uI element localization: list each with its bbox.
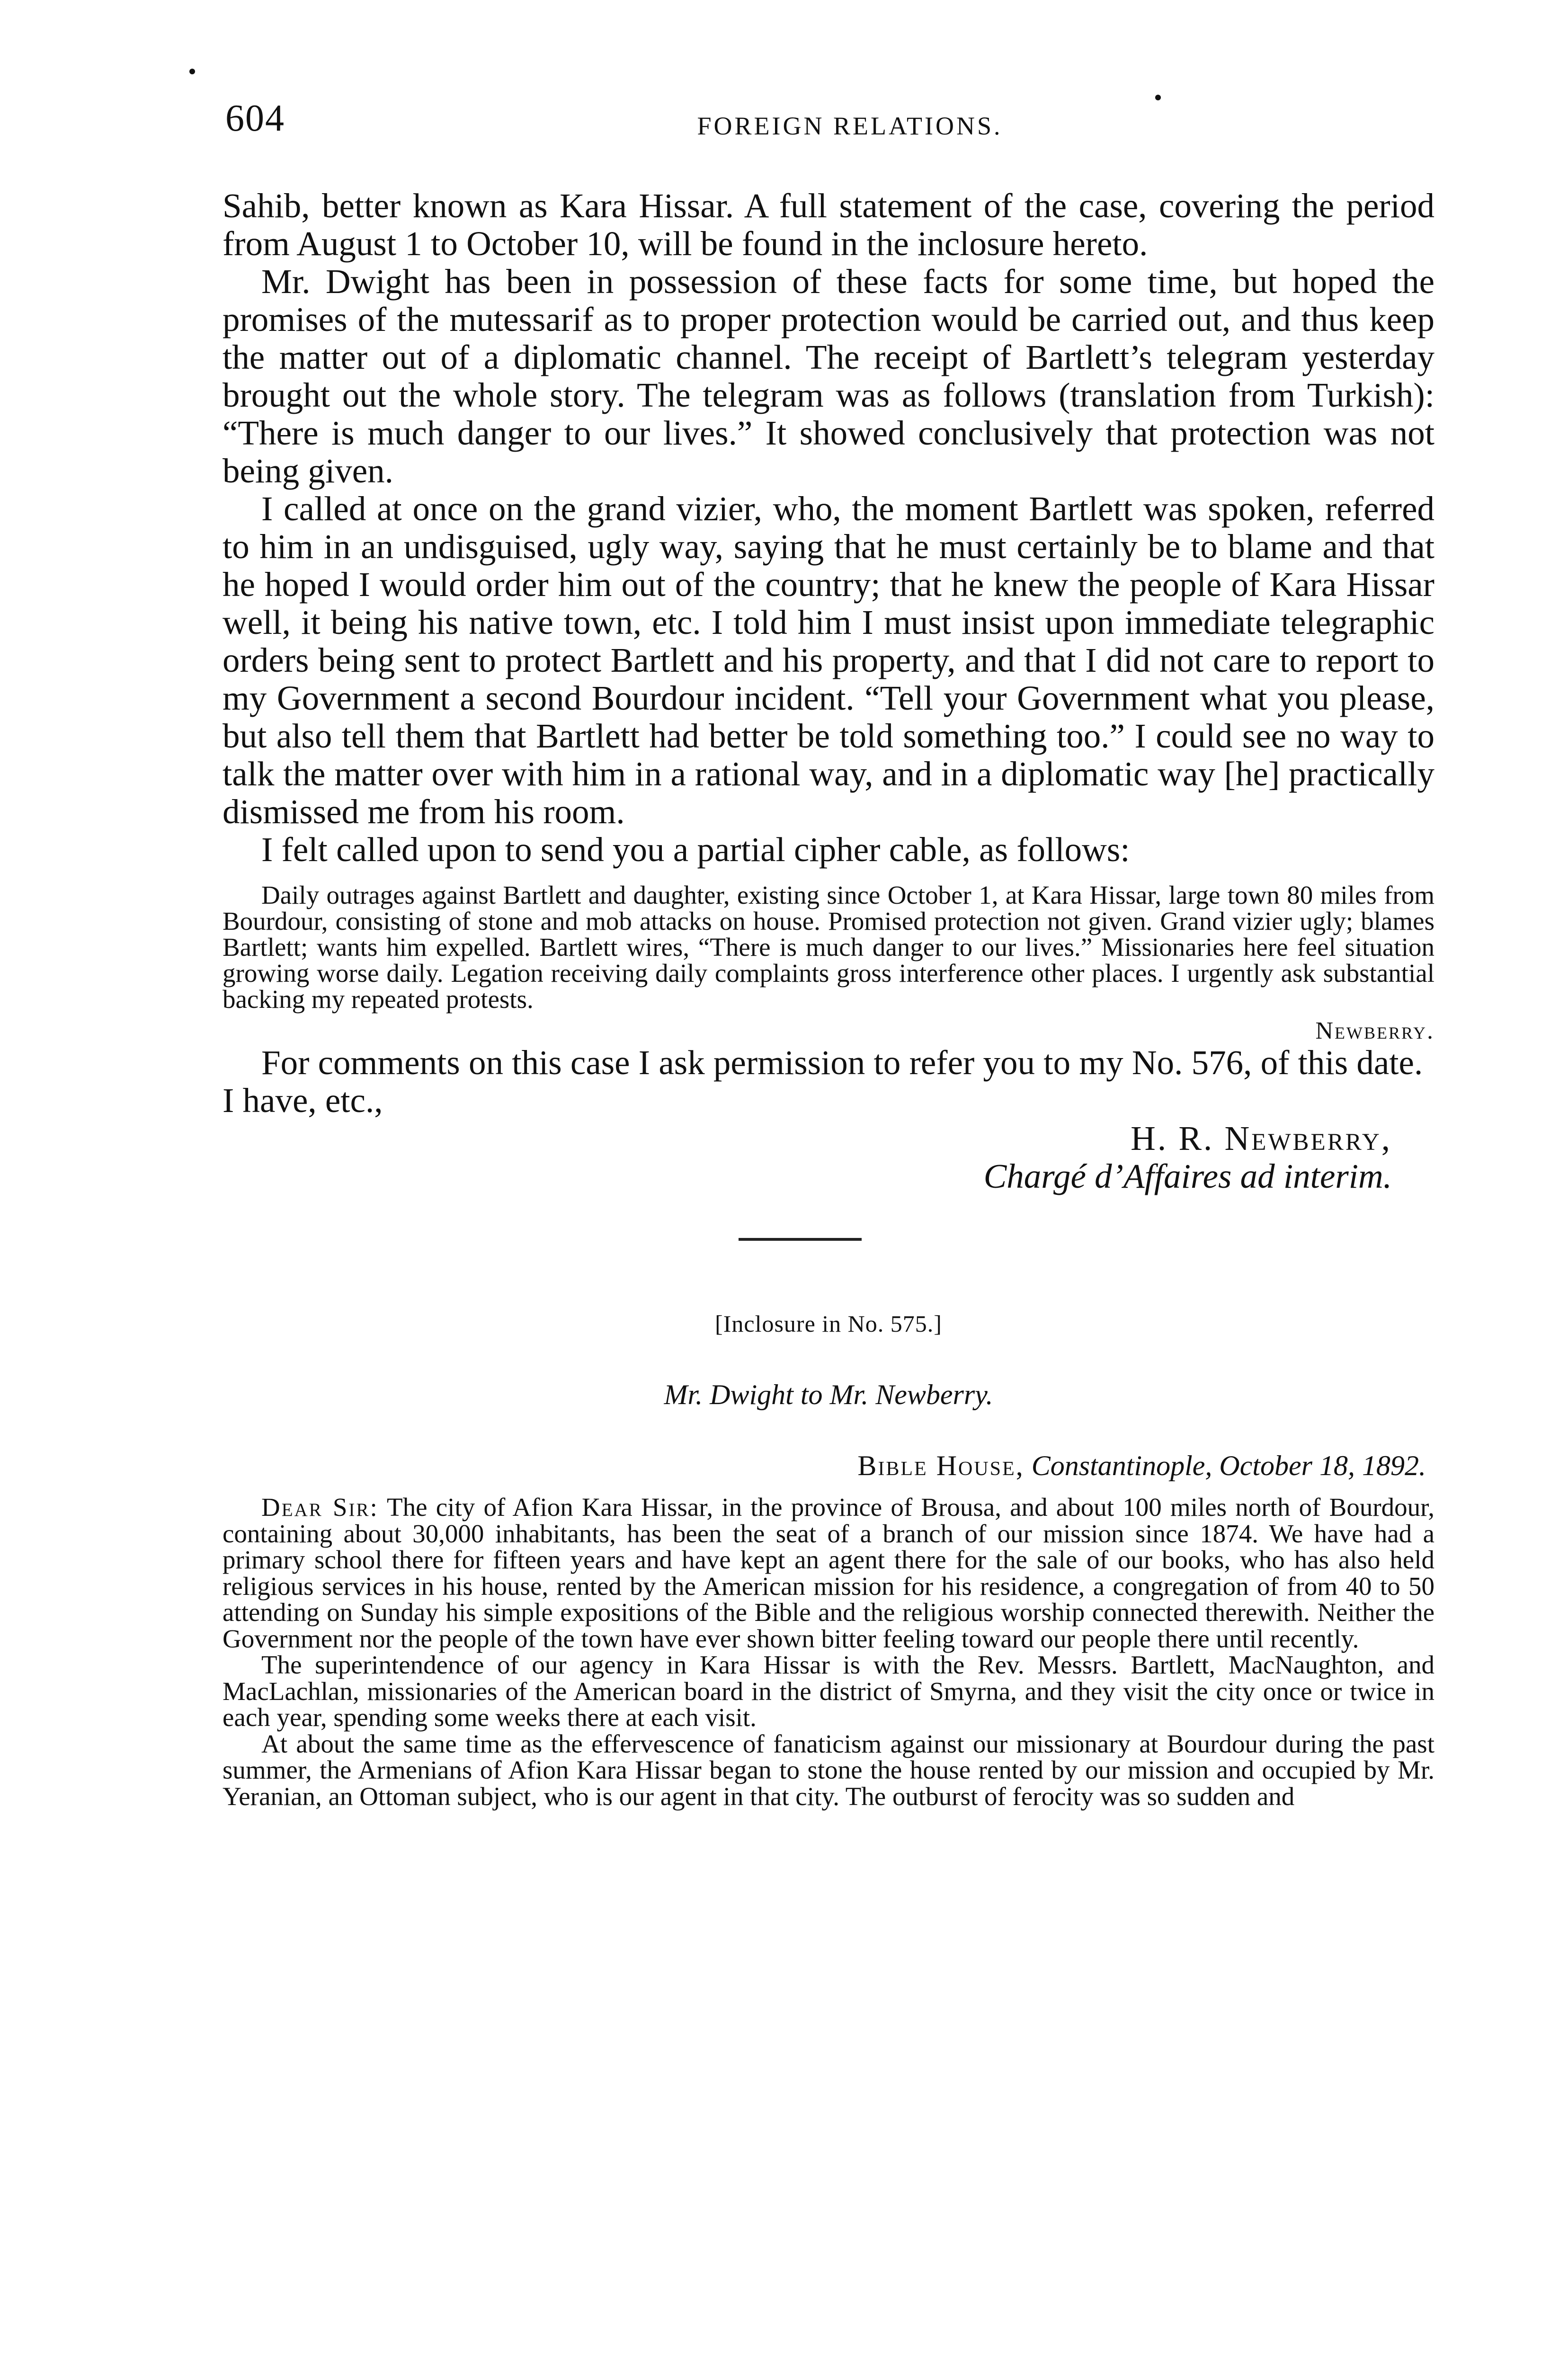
section-divider [739, 1238, 862, 1241]
body-paragraph: Sahib, better known as Kara Hissar. A full statement of the case, covering the period from August 1 to October 10, will be found in the inclosure hereto. [223, 187, 1434, 263]
cable-signature: Newberry. [1315, 1017, 1434, 1044]
cipher-cable-quote [223, 882, 1434, 1044]
enclosure-paragraph: At about the same time as the effervescence of fanaticism against our missionary at Bourdour during the past summer, the Armenians of Afion Kara Hissar began to stone the house rented by our mission and occupied by Mr. Yeranian, an Ottoman subject, who is our agent in that city. The outburst of ferocity was so sudden and [223, 1729, 1434, 1811]
enclosure-dateline [223, 1447, 1434, 1485]
page-header [223, 97, 1477, 154]
enclosure-heading: [Inclosure in No. 575.] [715, 1310, 942, 1337]
ink-speck [189, 69, 195, 74]
dateline-place: Constantinople, October 18, 1892. [1031, 1450, 1426, 1481]
letter-body [223, 187, 1434, 1809]
closing-line: I have, etc., [223, 1081, 383, 1120]
body-paragraph: Mr. Dwight has been in possession of these facts for some time, but hoped the promises of the mutessarif as to proper protection would be carried out, and thus keep the matter out of a diplomatic channel. The receipt of Bartlett’s telegram yesterday brought out the whole story. The telegram was as follows (translation from Turkish): “There is much danger to our lives.” It showed conclusively that protection was not being given. [223, 262, 1434, 490]
running-title: FOREIGN RELATIONS. [697, 112, 1003, 140]
enclosure-title: Mr. Dwight to Mr. Newberry. [664, 1379, 993, 1410]
signature-name: H. R. Newberry, [1131, 1119, 1392, 1157]
body-paragraph: For comments on this case I ask permission to refer you to my No. 576, of this date. [261, 1043, 1423, 1082]
body-paragraph: I felt called upon to send you a partial cipher cable, as follows: [261, 830, 1130, 869]
body-paragraph: I called at once on the grand vizier, who, the moment Bartlett was spoken, referred to him in an undisguised, ugly way, saying that he must certainly be to blame and that he hoped I would order him out of the country; that he knew the people of Kara Hissar well, it being his native town, etc. I told him I must insist upon immediate telegraphic orders being sent to protect Bartlett and his property, and that I did not care to report to my Government a second Bourdour incident. “Tell your Government what you please, but also tell them that Bartlett had better be told something too.” I could see no way to talk the matter over with him in a rational way, and in a diplomatic way [he] practically dismissed me from his room. [223, 489, 1434, 831]
enclosure-paragraph [223, 1494, 1434, 1652]
dateline-house: Bible House, [857, 1450, 1025, 1481]
salutation: Dear Sir: [261, 1493, 379, 1522]
enclosure-letter [223, 1494, 1434, 1809]
page-number: 604 [225, 98, 285, 139]
signature-title: Chargé d’Affaires ad interim. [983, 1157, 1392, 1195]
enclosure-paragraph: The superintendence of our agency in Kara Hissar is with the Rev. Messrs. Bartlett, MacNaughton, and MacLachlan, missionaries of the American board in the district of Smyrna, and they visit the city once or twice in each year, spending some weeks there at each visit. [223, 1650, 1434, 1732]
cable-text: Daily outrages against Bartlett and daughter, existing since October 1, at Kara Hissar, large town 80 miles from Bourdour, consisting of stone and mob attacks on house. Promised protection not given. Grand vizier ugly; blames Bartlett; wants him expelled. Bartlett wires, “There is much danger to our lives.” Missionaries here feel situation growing worse daily. Legation receiving daily complaints gross interference other places. I urgently ask substantial backing my repeated protests. [223, 881, 1434, 1014]
signature-block [223, 1120, 1434, 1195]
enclosure-paragraph-text: The city of Afion Kara Hissar, in the province of Brousa, and about 100 miles north of Bourdour, containing about 30,000 inhabitants, has been the seat of a branch of our mission since 1874. We have had a primary school there for fifteen years and have kept an agent there for the sale of our books, who has also held religious services in his house, rented by the American mission for his residence, a congregation of from 40 to 50 attending on Sunday his simple expositions of the Bible and the religious worship connected therewith. Neither the Government nor the people of the town have ever shown bitter feeling toward our people there until recently. [223, 1493, 1434, 1653]
